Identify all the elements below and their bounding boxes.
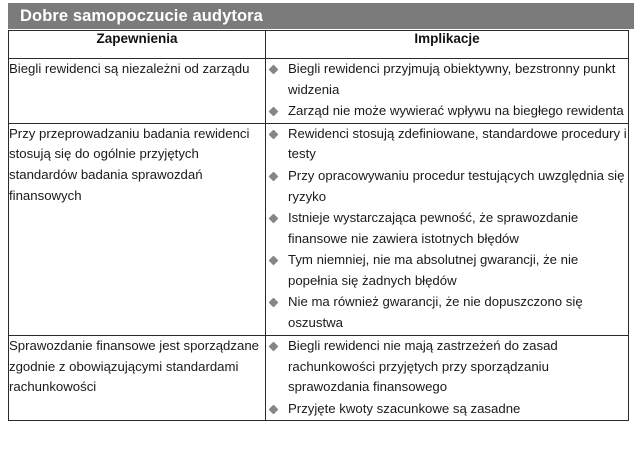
implications-list (266, 59, 628, 122)
implications-cell (266, 335, 629, 420)
table-row (9, 335, 629, 420)
assurance-cell (9, 335, 266, 420)
list-item (266, 336, 628, 399)
assurance-text: Przy przeprowadzaniu badania rewidenci stosują się do ogólnie przyjętych standardów badania sprawozdań finansowych (9, 125, 250, 204)
list-item (266, 399, 628, 420)
diamond-bullet-icon (269, 65, 279, 75)
list-item (266, 292, 628, 334)
list-item-label: Zarząd nie może wywierać wpływu na biegłego rewidenta (288, 103, 624, 119)
assurance-cell (9, 59, 266, 124)
implications-cell (266, 59, 629, 124)
diamond-bullet-icon (269, 298, 279, 308)
list-item (266, 250, 628, 292)
assurance-text: Sprawozdanie finansowe jest sporządzane zgodnie z obowiązującymi standardami rachunkowości (9, 337, 259, 395)
column-header-implications: Implikacje (266, 31, 629, 59)
list-item-label: Przyjęte kwoty szacunkowe są zasadne (288, 400, 521, 416)
diamond-bullet-icon (269, 214, 279, 224)
diamond-bullet-icon (269, 256, 279, 266)
list-item-label: Istnieje wystarczająca pewność, że sprawozdanie finansowe nie zawiera istotnych błędów (288, 210, 579, 246)
column-header-assurance: Zapewnienia (9, 31, 266, 59)
diamond-bullet-icon (269, 129, 279, 139)
diamond-bullet-icon (269, 171, 279, 181)
list-item-label: Nie ma również gwarancji, że nie dopuszczono się oszustwa (288, 294, 583, 331)
page-title: Dobre samopoczucie audytora (20, 6, 263, 25)
list-item-label: Przy opracowywaniu procedur testujących uwzględnia się ryzyko (288, 167, 625, 204)
implications-cell (266, 123, 629, 335)
list-item (266, 101, 628, 122)
diamond-bullet-icon (269, 341, 279, 351)
list-item (266, 124, 628, 166)
assurance-implications-table (8, 30, 629, 421)
list-item (266, 208, 628, 250)
list-item-label: Tym niemniej, nie ma absolutnej gwarancji, że nie popełnia się żadnych błędów (288, 252, 579, 289)
implications-list (266, 124, 628, 335)
list-item (266, 59, 628, 101)
assurance-cell (9, 123, 266, 335)
list-item-label: Rewidenci stosują zdefiniowane, standardowe procedury i testy (288, 125, 627, 162)
diamond-bullet-icon (269, 404, 279, 414)
list-item-label: Biegli rewidenci przyjmują obiektywny, bezstronny punkt widzenia (288, 61, 616, 97)
table-header-row (9, 31, 629, 59)
diamond-bullet-icon (269, 107, 279, 117)
figure-title-bar (8, 3, 634, 29)
list-item (266, 166, 628, 208)
table-row (9, 123, 629, 335)
implications-list (266, 336, 628, 420)
table-row (9, 59, 629, 124)
assurance-text: Biegli rewidenci są niezależni od zarządu (9, 61, 250, 76)
list-item-label: Biegli rewidenci nie mają zastrzeżeń do zasad rachunkowości przyjętych przy sporządzaniu sprawozdania finansowego (288, 337, 558, 395)
